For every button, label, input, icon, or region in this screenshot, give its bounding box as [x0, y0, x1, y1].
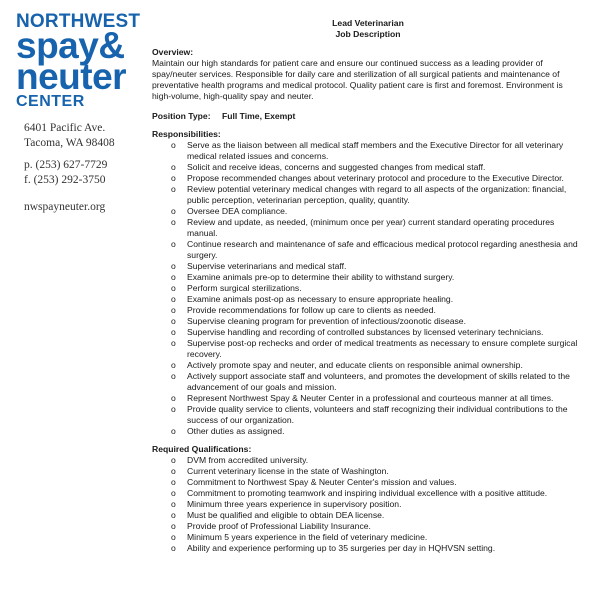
responsibility-item: [152, 371, 584, 393]
responsibility-item-text: Supervise cleaning program for prevention of infectious/zoonotic disease.: [187, 316, 466, 326]
bullet-icon: o: [171, 543, 176, 553]
address-line-2: Tacoma, WA 98408: [24, 136, 115, 149]
responsibility-item-text: Provide recommendations for follow up care to clients as needed.: [187, 305, 436, 315]
bullet-icon: o: [171, 162, 176, 172]
responsibility-item-text: Serve as the liaison between all medical staff members and the Executive Director for all veterinary medical related issues and concerns.: [187, 140, 564, 161]
qualification-item-text: Provide proof of Professional Liability Insurance.: [187, 521, 371, 531]
responsibility-item: [152, 217, 584, 239]
bullet-icon: o: [171, 305, 176, 315]
bullet-icon: o: [171, 532, 176, 542]
responsibility-item-text: Solicit and receive ideas, concerns and suggested changes from medical staff.: [187, 162, 486, 172]
position-type-label: Position Type:: [152, 111, 211, 121]
bullet-icon: o: [171, 404, 176, 414]
responsibility-item: [152, 360, 584, 371]
bullet-icon: o: [171, 477, 176, 487]
responsibility-item: [152, 294, 584, 305]
qualification-item-text: Ability and experience performing up to 35 surgeries per day in HQHVSN setting.: [187, 543, 496, 553]
responsibility-item-text: Perform surgical sterilizations.: [187, 283, 302, 293]
qualification-item: [152, 521, 584, 532]
responsibility-item-text: Examine animals post-op as necessary to ensure appropriate healing.: [187, 294, 454, 304]
responsibility-item-text: Supervise post-op rechecks and order of medical treatments as necessary to ensure complete surgical recovery.: [187, 338, 578, 359]
responsibility-item: [152, 272, 584, 283]
bullet-icon: o: [171, 283, 176, 293]
responsibility-item: [152, 316, 584, 327]
responsibilities-list: [152, 140, 584, 437]
bullet-icon: o: [171, 217, 176, 227]
bullet-icon: o: [171, 184, 176, 194]
responsibility-item-text: Other duties as assigned.: [187, 426, 285, 436]
phone-block: [24, 158, 107, 187]
qualification-item-text: Commitment to Northwest Spay & Neuter Center's mission and values.: [187, 477, 457, 487]
document-title: Lead Veterinarian: [332, 18, 404, 28]
bullet-icon: o: [171, 455, 176, 465]
responsibility-item-text: Provide quality service to clients, volunteers and staff recognizing their individual contributions to the success of our organization.: [187, 404, 568, 425]
responsibility-item: [152, 393, 584, 404]
qualification-item: [152, 477, 584, 488]
bullet-icon: o: [171, 510, 176, 520]
responsibility-item: [152, 327, 584, 338]
qualification-item: [152, 455, 584, 466]
bullet-icon: o: [171, 173, 176, 183]
responsibility-item: [152, 283, 584, 294]
responsibility-item-text: Represent Northwest Spay & Neuter Center in a professional and courteous manner at all times.: [187, 393, 554, 403]
responsibility-item: [152, 404, 584, 426]
responsibility-item: [152, 305, 584, 316]
responsibility-item: [152, 239, 584, 261]
responsibility-item-text: Actively promote spay and neuter, and educate clients on responsible animal ownership.: [187, 360, 523, 370]
responsibility-item-text: Supervise veterinarians and medical staff.: [187, 261, 347, 271]
responsibility-item: [152, 184, 584, 206]
bullet-icon: o: [171, 272, 176, 282]
qualification-item-text: Must be qualified and eligible to obtain DEA license.: [187, 510, 385, 520]
qualification-item: [152, 543, 584, 554]
job-description-document: [152, 18, 584, 554]
letterhead-sidebar: [0, 0, 140, 596]
responsibility-item-text: Continue research and maintenance of safe and efficacious medical protocol regarding anesthesia and surgery.: [187, 239, 578, 260]
bullet-icon: o: [171, 206, 176, 216]
position-type-row: [152, 111, 584, 122]
qualifications-list: [152, 455, 584, 554]
responsibility-item: [152, 261, 584, 272]
bullet-icon: o: [171, 488, 176, 498]
bullet-icon: o: [171, 338, 176, 348]
responsibilities-heading: Responsibilities:: [152, 129, 221, 139]
responsibility-item-text: Oversee DEA compliance.: [187, 206, 288, 216]
bullet-icon: o: [171, 316, 176, 326]
qualification-item: [152, 466, 584, 477]
fax-number: f. (253) 292-3750: [24, 173, 106, 186]
bullet-icon: o: [171, 327, 176, 337]
bullet-icon: o: [171, 426, 176, 436]
responsibility-item-text: Examine animals pre-op to determine their ability to withstand surgery.: [187, 272, 455, 282]
qualification-item-text: Minimum three years experience in supervisory position.: [187, 499, 402, 509]
address-block: [24, 121, 115, 150]
overview-text: Maintain our high standards for patient care and ensure our continued success as a leading provider of spay/neuter services. Responsible for daily care and sterilization of all surgical patients and maintenance of preventative health programs and medical protocol. Quality patient care is first and foremost. Environment is high-volume, high-quality spay and neuter.: [152, 58, 563, 101]
qualification-item: [152, 499, 584, 510]
bullet-icon: o: [171, 393, 176, 403]
nwsnc-logo: [16, 12, 140, 111]
bullet-icon: o: [171, 360, 176, 370]
qualification-item-text: Current veterinary license in the state of Washington.: [187, 466, 389, 476]
qualifications-heading: Required Qualifications:: [152, 444, 252, 454]
logo-line-spay: spay&: [16, 25, 125, 66]
bullet-icon: o: [171, 140, 176, 150]
bullet-icon: o: [171, 466, 176, 476]
qualification-item: [152, 488, 584, 499]
phone-number: p. (253) 627-7729: [24, 159, 108, 171]
bullet-icon: o: [171, 294, 176, 304]
bullet-icon: o: [171, 371, 176, 381]
address-line-1: 6401 Pacific Ave.: [24, 122, 106, 134]
bullet-icon: o: [171, 261, 176, 271]
responsibility-item: [152, 162, 584, 173]
responsibility-item-text: Propose recommended changes about veterinary protocol and procedure to the Executive Director.: [187, 173, 564, 183]
qualification-item-text: DVM from accredited university.: [187, 455, 309, 465]
qualification-item-text: Commitment to promoting teamwork and inspiring individual excellence with a positive attitude.: [187, 488, 548, 498]
position-type-value: Full Time, Exempt: [222, 111, 296, 121]
overview-heading: Overview:: [152, 47, 194, 57]
responsibility-item: [152, 173, 584, 184]
bullet-icon: o: [171, 499, 176, 509]
qualification-item-text: Minimum 5 years experience in the field of veterinary medicine.: [187, 532, 428, 542]
logo-line-center: CENTER: [16, 93, 85, 110]
bullet-icon: o: [171, 521, 176, 531]
logo-line-neuter: neuter: [16, 56, 127, 97]
document-subtitle: Job Description: [335, 29, 401, 39]
qualification-item: [152, 532, 584, 543]
responsibility-item-text: Actively support associate staff and volunteers, and promotes the development of skills related to the advancement of our goals and mission.: [187, 371, 570, 392]
responsibility-item: [152, 338, 584, 360]
qualification-item: [152, 510, 584, 521]
responsibility-item: [152, 426, 584, 437]
logo-line-northwest: NORTHWEST: [16, 11, 141, 32]
responsibility-item: [152, 140, 584, 162]
website-link[interactable]: nwspayneuter.org: [24, 201, 106, 213]
responsibility-item-text: Review potential veterinary medical changes with regard to all aspects of the organization: financial, public perception, veterinarian perception, quality, quantity.: [187, 184, 567, 205]
responsibility-item-text: Review and update, as needed, (minimum once per year) current standard operating procedures manual.: [187, 217, 555, 238]
responsibility-item: [152, 206, 584, 217]
responsibility-item-text: Supervise handling and recording of controlled substances by licensed veterinary technicians.: [187, 327, 544, 337]
bullet-icon: o: [171, 239, 176, 249]
